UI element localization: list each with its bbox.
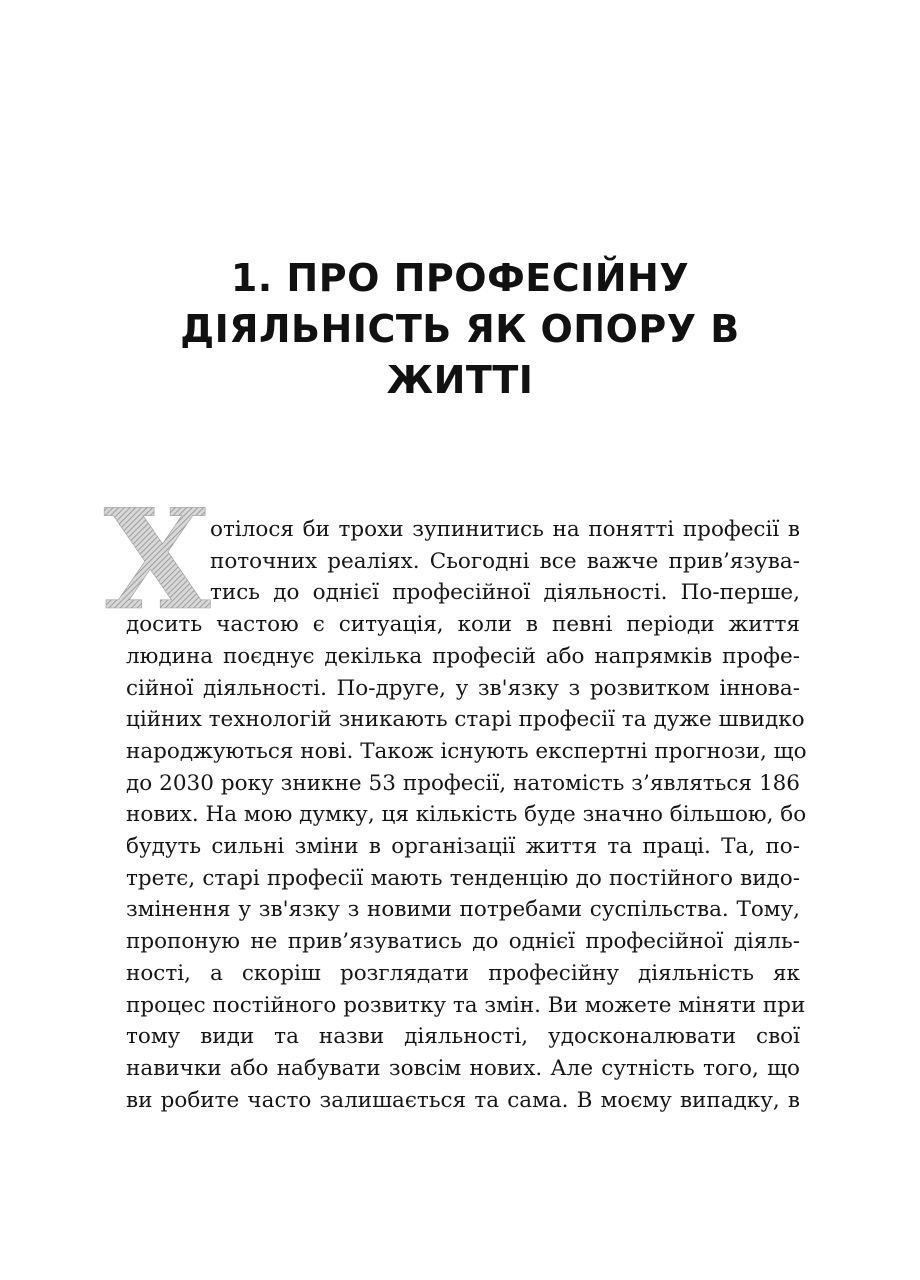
paragraph-line: сійної діяльності. По-друге, у зв'язку з розвитком іннова-	[126, 675, 800, 701]
chapter-title-line: 1. ПРО ПРОФЕСІЙНУ	[230, 256, 690, 300]
paragraph-line: людина поєднує декілька професій або напрямків профе-	[126, 643, 800, 669]
paragraph-line: отілося би трохи зупинитись на понятті професії в	[210, 517, 800, 542]
chapter-title-line: ЖИТТІ	[386, 358, 534, 402]
chapter-title-line: ДІЯЛЬНІСТЬ ЯК ОПОРУ В	[180, 307, 740, 351]
paragraph-line: народжуються нові. Також існують експертні прогнози, що	[126, 738, 807, 764]
chapter-title	[140, 253, 780, 406]
paragraph-line: процес постійного розвитку та змін. Ви можете міняти при	[126, 992, 806, 1018]
paragraph-line: ності, а скоріш розглядати професійну діяльність як	[126, 960, 800, 986]
body-paragraph	[126, 514, 807, 1116]
svg-text:Х: Х	[103, 478, 211, 641]
paragraph-line: змінення у зв'язку з новими потребами суспільства. Тому,	[126, 897, 800, 923]
paragraph-line: навички або набувати зовсім нових. Але сутність того, що	[126, 1055, 800, 1081]
paragraph-line: третє, старі професії мають тенденцію до постійного видо-	[126, 865, 800, 891]
paragraph-line: поточних реаліях. Сьогодні все важче прив’язува-	[210, 548, 800, 574]
paragraph-line: нових. На мою думку, ця кількість буде значно більшою, бо	[126, 802, 807, 828]
paragraph-line: тись до однієї професійної діяльності. По-перше,	[210, 580, 800, 606]
paragraph-line: тому види та назви діяльності, удосконалювати свої	[126, 1024, 800, 1050]
paragraph-line: будуть сильні зміни в організації життя та праці. Та, по-	[126, 834, 800, 860]
paragraph-line: ви робите часто залишається та сама. В моєму випадку, в	[126, 1087, 800, 1113]
paragraph-line: досить частою є ситуація, коли в певні періоди життя	[126, 612, 800, 638]
paragraph-line: ційних технологій зникають старі професії та дуже швидко	[126, 707, 805, 733]
paragraph-line: до 2030 року зникне 53 професії, натомість з’являться 186	[126, 770, 800, 796]
paragraph-line: пропоную не прив’язуватись до однієї професійної діяль-	[126, 929, 800, 955]
